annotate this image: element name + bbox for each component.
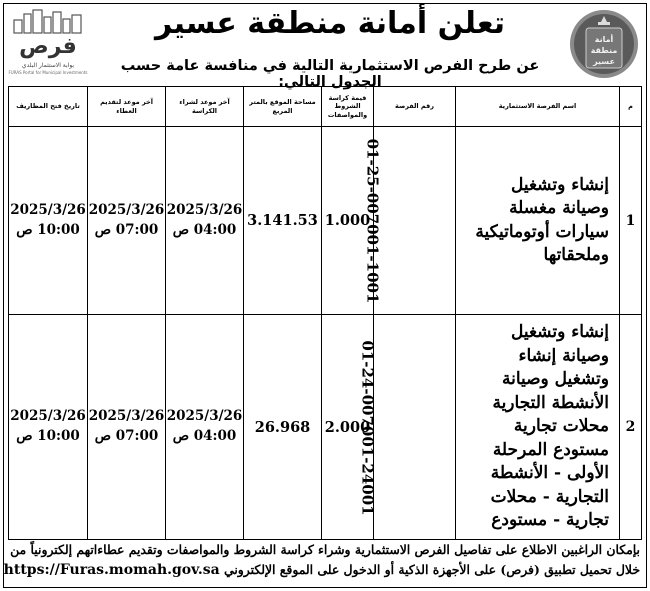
opening-time-value: 10:00 ص	[16, 428, 80, 444]
svg-text:عسير: عسير	[593, 57, 615, 66]
opportunities-table	[8, 86, 642, 540]
column-header-index: م	[620, 87, 642, 127]
column-header-bid-deadline: آخر موعد لتقديم العطاء	[88, 87, 166, 127]
site-area: 3.141.53	[244, 127, 322, 315]
opening-date	[9, 315, 88, 540]
opening-date	[9, 127, 88, 315]
purchase-deadline-date: 2025/3/26	[166, 408, 243, 425]
page-title: تعلن أمانة منطقة عسير	[154, 6, 506, 41]
opportunity-code-cell	[358, 315, 456, 540]
furas-website-link[interactable]: https://Furas.momah.gov.sa	[3, 562, 220, 578]
table-row	[9, 127, 642, 315]
purchase-deadline-date: 2025/3/26	[166, 201, 243, 218]
opportunity-code: 01-25-007001-1001	[363, 138, 382, 304]
bid-deadline-date: 2025/3/26	[88, 201, 165, 218]
bid-deadline-time: 07:00 ص	[94, 428, 159, 444]
svg-text:أمانة: أمانة	[594, 35, 614, 44]
opportunity-code: 01-24-007001-24001	[358, 339, 377, 516]
svg-text:منطقة: منطقة	[590, 46, 618, 55]
table-row	[9, 315, 642, 540]
asir-municipality-seal	[568, 6, 640, 82]
footer-line-1: بإمكان الراغبين الاطلاع على تفاصيل الفرص الاستثمارية وشراء كراسة الشروط والمواصفات وتقديم عطاءاتهم إلكترونياً من	[10, 542, 640, 557]
opportunity-name: إنشاء وتشغيل وصيانة إنشاء وتشغيل وصيانة الأنشطة التجارية محلات تجارية مستودع المرحلة الأولى - الأنشطة التجارية - محلات تجارية - مستودع	[456, 315, 620, 540]
opportunity-code-cell	[363, 127, 456, 315]
furas-tagline-ar: بوابة الاستثمار البلدي	[21, 62, 75, 69]
page-subtitle: عن طرح الفرص الاستثمارية التالية في منافسة عامة حسب الجدول التالي:	[120, 58, 540, 90]
site-area: 26.968	[244, 315, 322, 540]
purchase-deadline	[166, 315, 244, 540]
column-header-purchase-deadline: آخر موعد لشراء الكراسة	[166, 87, 244, 127]
bid-deadline-date: 2025/3/26	[88, 408, 165, 425]
column-header-code: رقم الفرصة	[374, 87, 456, 127]
footer-notice	[3, 540, 640, 580]
skyline-icon	[12, 8, 84, 34]
bid-deadline	[88, 127, 166, 315]
furas-tagline-en: FURAS Portal for Municipal Investments	[8, 70, 88, 75]
opening-date-value: 2025/3/26	[10, 201, 86, 218]
booklet-value: 2.000	[322, 315, 374, 540]
opening-date-value: 2025/3/26	[10, 408, 86, 425]
purchase-deadline-time: 04:00 ص	[172, 221, 237, 238]
furas-brand: فرص	[19, 34, 77, 59]
booklet-value: 1.000	[322, 127, 374, 315]
column-header-booklet-value: قيمة كراسة الشروط والمواصفات	[322, 87, 374, 127]
column-header-area: مساحة الموقع بالمتر المربع	[244, 87, 322, 127]
bid-deadline	[88, 315, 166, 540]
table-header-row	[9, 87, 642, 127]
furas-logo	[8, 8, 88, 78]
footer-line-2-text: خلال تحميل تطبيق (فرص) على الأجهزة الذكية أو الدخول على الموقع الإلكتروني	[224, 562, 640, 577]
opening-time-value: 10:00 ص	[16, 221, 80, 238]
bid-deadline-time: 07:00 ص	[94, 221, 159, 238]
purchase-deadline-time: 04:00 ص	[172, 428, 237, 444]
footer-line-2	[3, 560, 640, 580]
column-header-opening-date: تاريخ فتح المظاريف	[9, 87, 88, 127]
purchase-deadline	[166, 127, 244, 315]
opportunity-name: إنشاء وتشغيل وصيانة مغسلة سيارات أوتوماتيكية وملحقاتها	[456, 127, 620, 315]
row-index: 1	[620, 127, 642, 315]
row-index: 2	[620, 315, 642, 540]
column-header-name: اسم الفرصة الاستثمارية	[456, 87, 620, 127]
